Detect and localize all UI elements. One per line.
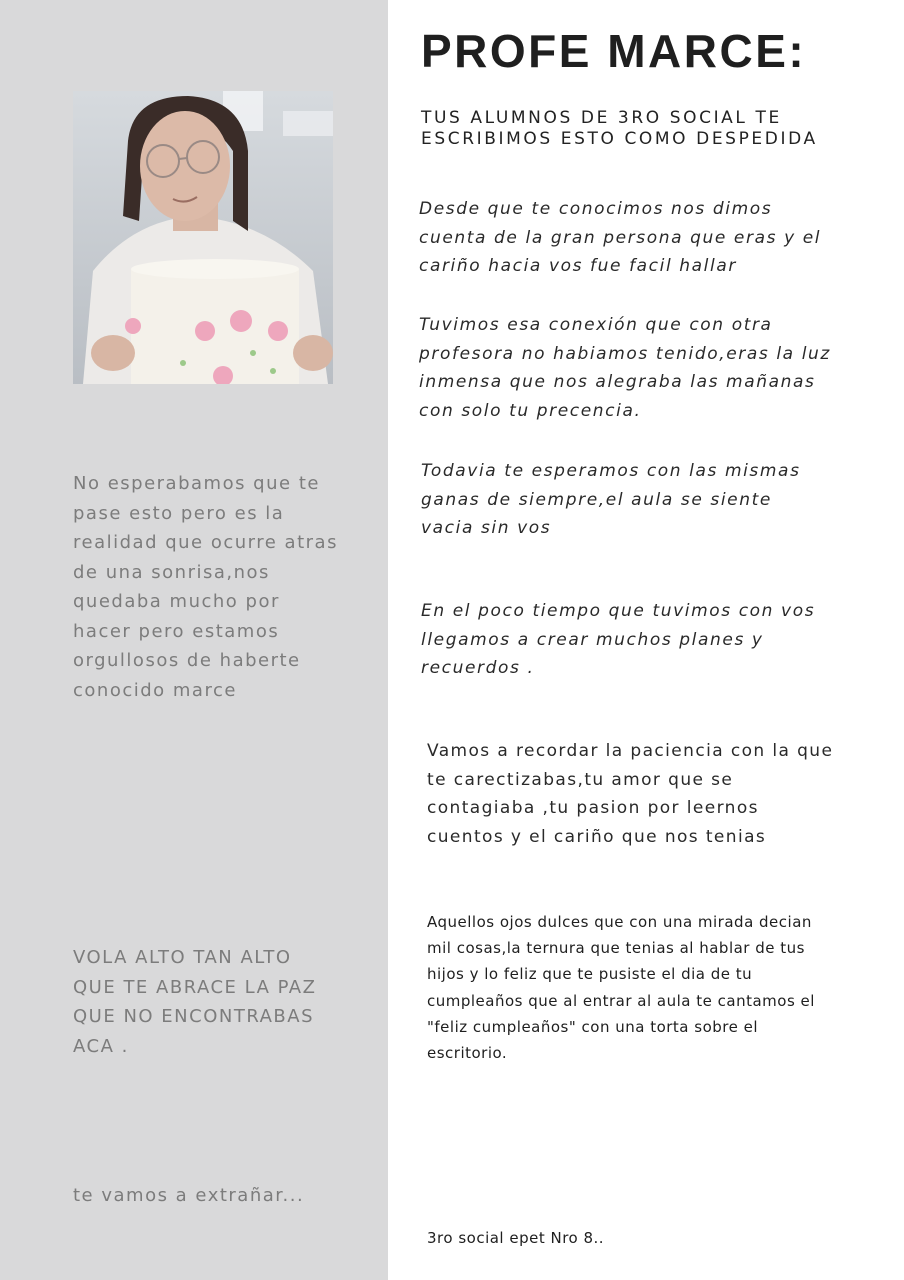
te-vamos-a-extranar-text: te vamos a extrañar... <box>73 1185 305 1206</box>
page-title: PROFE MARCE: <box>421 25 807 77</box>
left-panel <box>0 0 388 1280</box>
vola-alto-text: VOLA ALTO TAN ALTO QUE TE ABRACE LA PAZ QUE NO ENCONTRABAS ACA . <box>73 947 317 1057</box>
page-subtitle: TUS ALUMNOS DE 3RO SOCIAL TE ESCRIBIMOS ESTO COMO DESPEDIDA <box>421 108 818 149</box>
paragraph-6: Aquellos ojos dulces que con una mirada decian mil cosas,la ternura que tenias al hablar de tus hijos y lo feliz que te pusiste el dia de tu cumpleaños que al entrar al aula te cantamos el "feliz cumpleaños" con una torta sobre el escritorio. <box>427 913 815 1063</box>
paragraph-3: Todavia te esperamos con las mismas ganas de siempre,el aula se siente vacia sin vos <box>421 461 801 538</box>
paragraph-1: Desde que te conocimos nos dimos cuenta de la gran persona que eras y el cariño hacia vos fue facil hallar <box>419 199 822 276</box>
paragraph-4: En el poco tiempo que tuvimos con vos llegamos a crear muchos planes y recuerdos . <box>421 601 816 678</box>
portrait-photo <box>73 91 333 384</box>
paragraph-5: Vamos a recordar la paciencia con la que te carectizabas,tu amor que se contagiaba ,tu pasion por leernos cuentos y el cariño que nos tenias <box>427 741 834 847</box>
farewell-text: No esperabamos que te pase esto pero es la realidad que ocurre atras de una sonrisa,nos quedaba mucho por hacer pero estamos orgullosos de haberte conocido marce <box>73 473 338 701</box>
signature-text: 3ro social epet Nro 8.. <box>427 1229 605 1247</box>
paragraph-2: Tuvimos esa conexión que con otra profesora no habiamos tenido,eras la luz inmensa que nos alegraba las mañanas con solo tu precencia. <box>419 315 831 421</box>
